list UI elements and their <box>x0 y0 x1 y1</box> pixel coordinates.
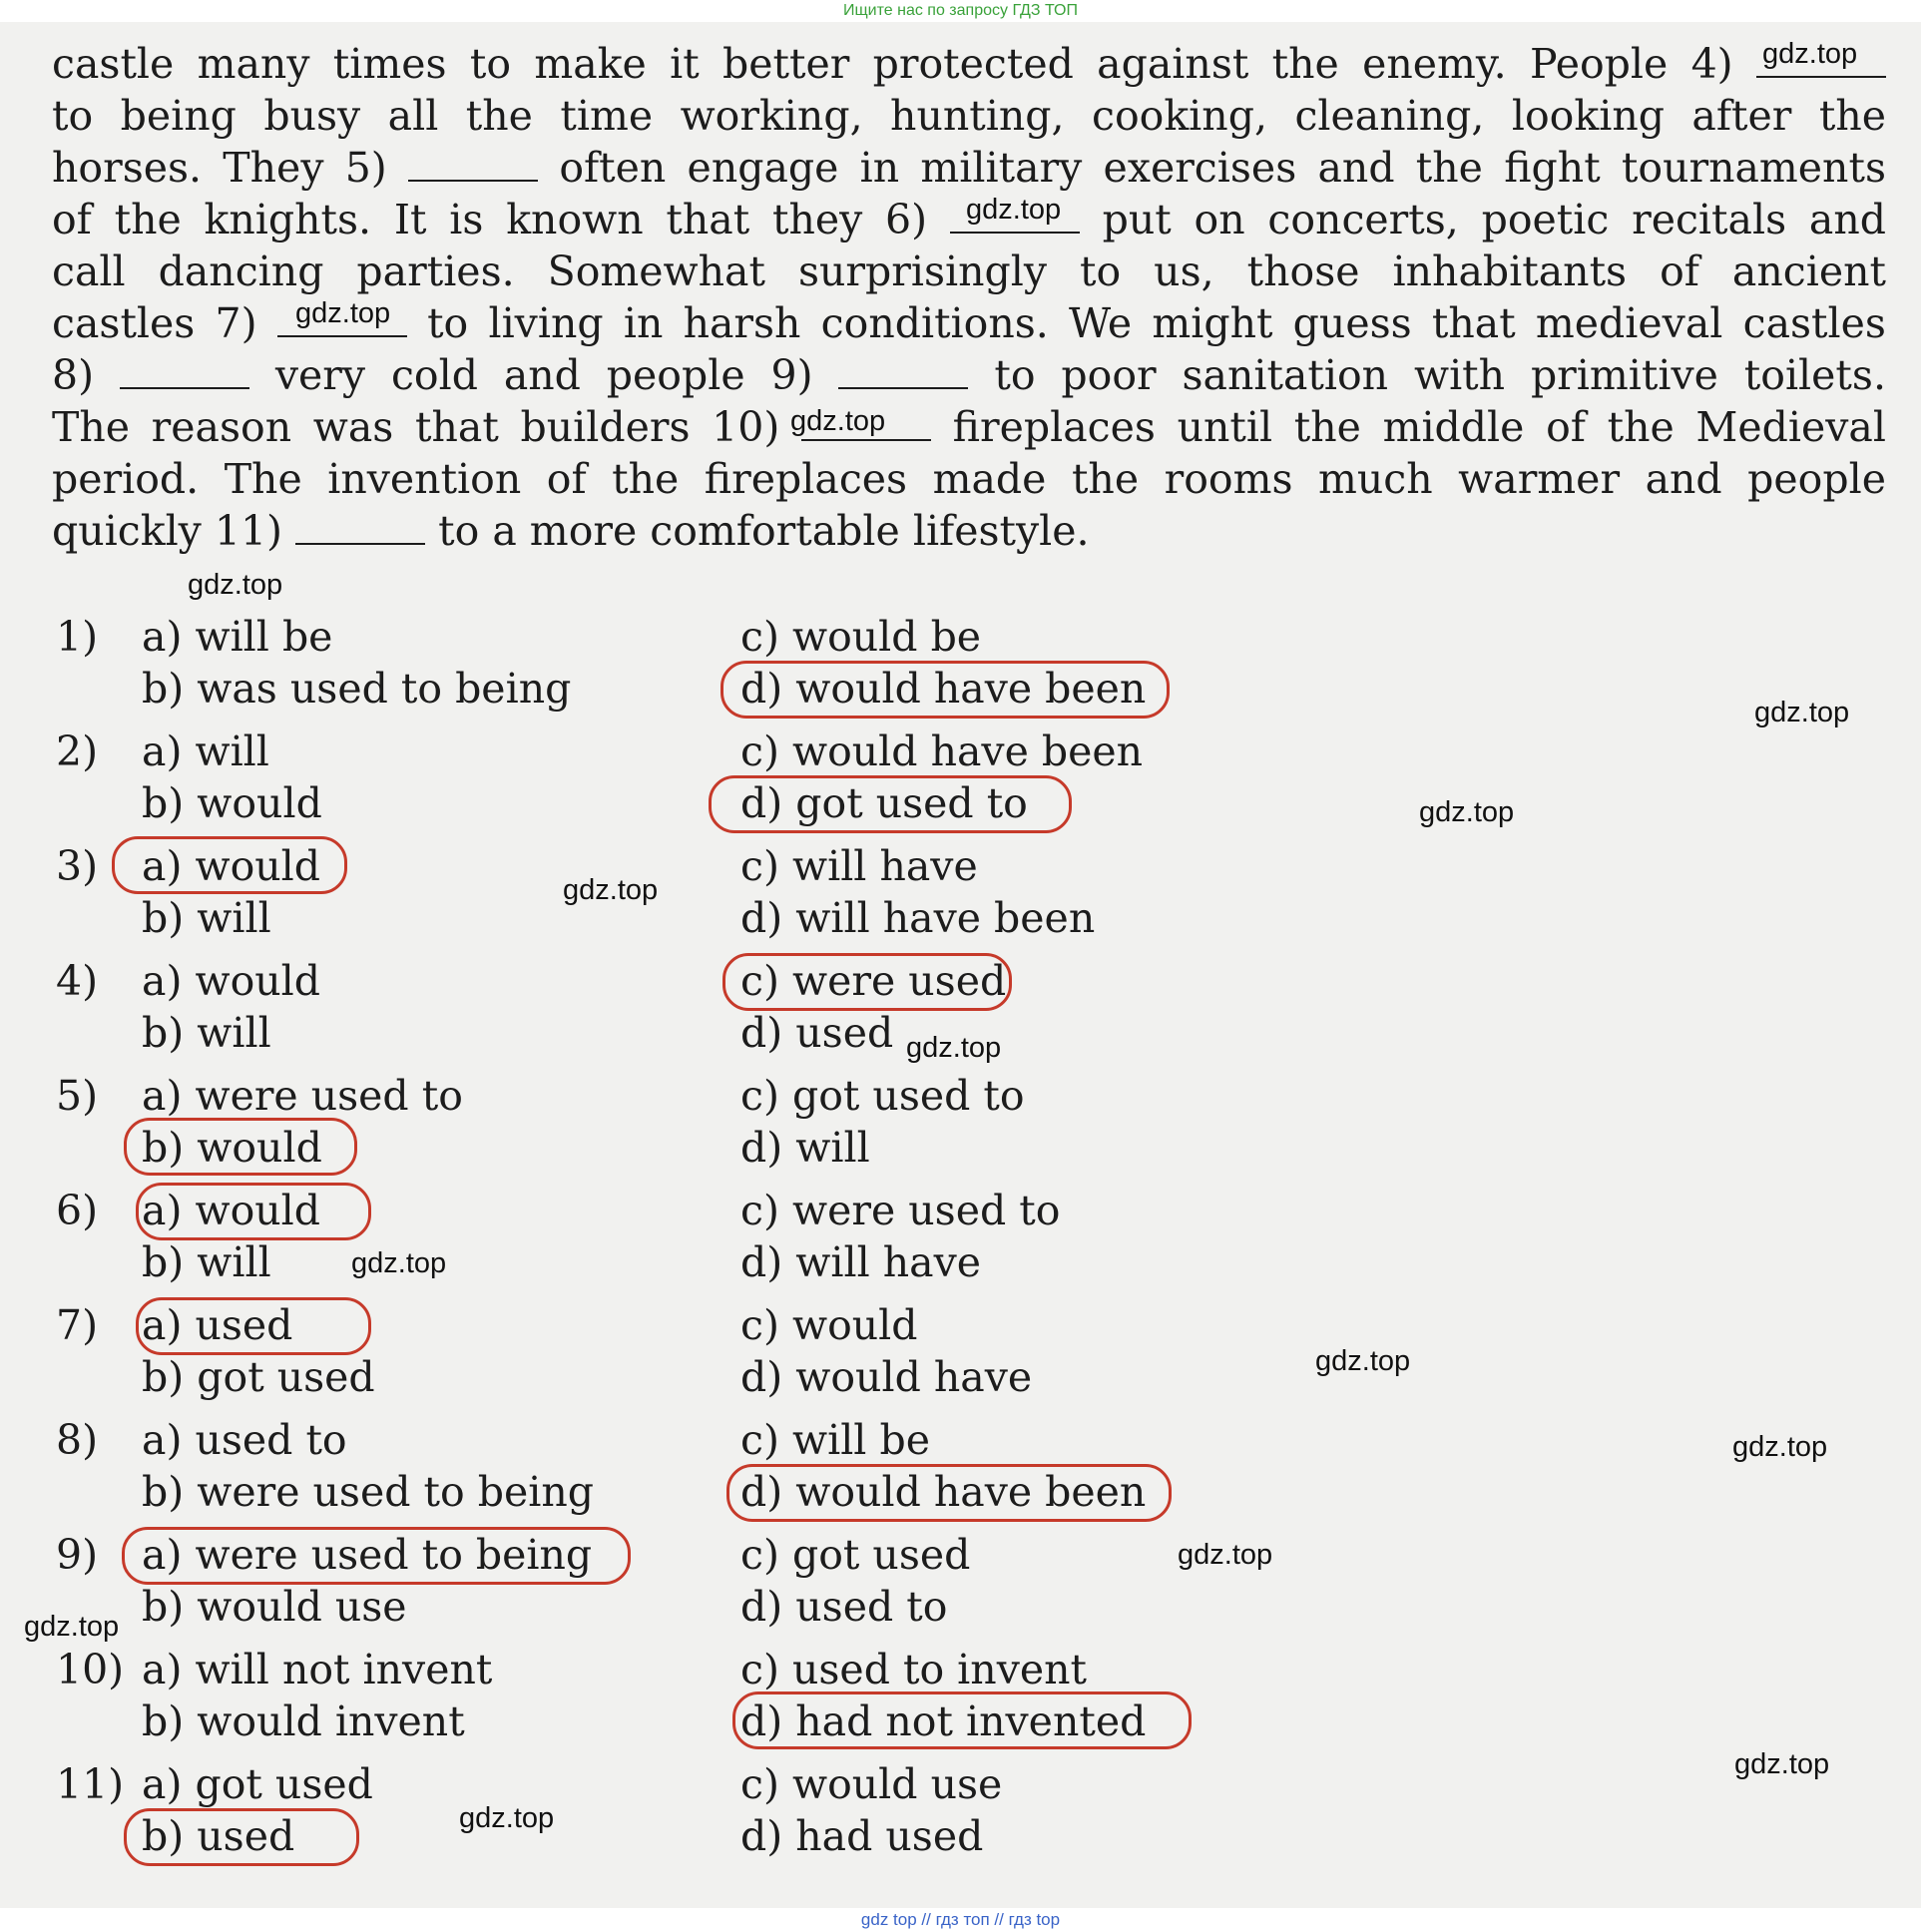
option-c[interactable]: c) would <box>740 1301 918 1349</box>
answer-ring-q11-b <box>124 1808 359 1866</box>
option-d[interactable]: d) would have <box>740 1353 1033 1401</box>
blank-11 <box>295 507 425 545</box>
answer-ring-q10-d <box>732 1691 1192 1749</box>
passage-line <box>52 505 1886 557</box>
passage-line <box>52 349 1886 401</box>
option-b[interactable]: b) will <box>142 894 271 942</box>
passage-text: 8) <box>52 351 95 399</box>
option-b[interactable]: b) got used <box>142 1353 375 1401</box>
option-c[interactable]: c) got used <box>740 1531 971 1579</box>
answer-ring-q3-a <box>112 836 347 894</box>
passage-text: to living in harsh conditions. We might guess that medieval castles <box>427 299 1886 347</box>
question-number: 8) <box>56 1416 99 1464</box>
option-b[interactable]: b) will <box>142 1238 271 1286</box>
option-d[interactable]: d) used <box>740 1009 894 1057</box>
option-b[interactable]: b) would invent <box>142 1697 465 1745</box>
watermark: gdz.top <box>1178 1539 1273 1571</box>
option-d[interactable]: d) had used <box>740 1812 984 1860</box>
option-a[interactable]: a) were used to <box>142 1072 463 1120</box>
option-c[interactable]: c) were used <box>740 957 1007 1005</box>
watermark: gdz.top <box>1419 796 1515 828</box>
watermark: gdz.top <box>1754 697 1850 728</box>
question-number: 4) <box>56 957 99 1005</box>
option-c[interactable]: c) will have <box>740 842 978 890</box>
passage-text: very cold and people 9) <box>274 351 813 399</box>
option-c[interactable]: c) would be <box>740 613 982 661</box>
answer-ring-q5-b <box>124 1118 357 1176</box>
answer-ring-q8-d <box>726 1464 1172 1522</box>
option-d[interactable]: d) would have been <box>740 665 1147 713</box>
question-number: 2) <box>56 727 99 775</box>
passage-text: of the knights. It is known that they 6) <box>52 196 928 243</box>
passage-line <box>52 245 1886 297</box>
option-d[interactable]: d) will have <box>740 1238 982 1286</box>
passage-text: castles 7) <box>52 299 257 347</box>
watermark: gdz.top <box>1732 1431 1828 1463</box>
question-number: 11) <box>56 1760 125 1808</box>
option-c[interactable]: c) would have been <box>740 727 1144 775</box>
option-b[interactable]: b) would <box>142 779 322 827</box>
answer-ring-q6-a <box>136 1183 371 1240</box>
option-a[interactable]: a) will <box>142 727 269 775</box>
watermark: gdz.top <box>1734 1748 1830 1780</box>
passage-text: call dancing parties. Somewhat surprisingly to us, those inhabitants of ancient <box>52 247 1886 295</box>
option-d[interactable]: d) had not invented <box>740 1697 1147 1745</box>
option-a[interactable]: a) would <box>142 1187 321 1234</box>
option-b[interactable]: b) was used to being <box>142 665 572 713</box>
option-a[interactable]: a) were used to being <box>142 1531 593 1579</box>
passage-text: to being busy all the time working, hunting, cooking, cleaning, looking after the <box>52 92 1886 140</box>
option-a[interactable]: a) used <box>142 1301 293 1349</box>
passage-text: fireplaces until the middle of the Medieval <box>952 403 1886 451</box>
answer-ring-q7-a <box>136 1297 371 1355</box>
passage-text: to poor sanitation with primitive toilets. <box>994 351 1886 399</box>
passage-line <box>52 142 1886 194</box>
passage-text: horses. They 5) <box>52 144 387 192</box>
bottom-banner[interactable]: gdz top // гдз топ // гдз top <box>0 1908 1921 1932</box>
answer-ring-q1-d <box>720 661 1170 719</box>
option-b[interactable]: b) would <box>142 1124 322 1172</box>
option-d[interactable]: d) used to <box>740 1583 948 1631</box>
option-d[interactable]: d) will have been <box>740 894 1096 942</box>
answer-ring-q2-d <box>709 775 1072 833</box>
blank-9 <box>838 351 968 389</box>
option-a[interactable]: a) got used <box>142 1760 373 1808</box>
option-a[interactable]: a) will be <box>142 613 333 661</box>
passage-line <box>52 401 1886 453</box>
blank-8 <box>120 351 249 389</box>
passage-text: period. The invention of the fireplaces made the rooms much warmer and people <box>52 455 1886 503</box>
option-d[interactable]: d) will <box>740 1124 870 1172</box>
passage-line <box>52 38 1886 90</box>
option-d[interactable]: d) would have been <box>740 1468 1147 1516</box>
passage-text: quickly 11) <box>52 507 283 555</box>
option-c[interactable]: c) used to invent <box>740 1646 1087 1693</box>
watermark: gdz.top <box>351 1247 447 1279</box>
option-b[interactable]: b) used <box>142 1812 295 1860</box>
option-b[interactable]: b) will <box>142 1009 271 1057</box>
watermark: gdz.top <box>24 1611 120 1643</box>
passage-text: castle many times to make it better protected against the enemy. People 4) <box>52 40 1733 88</box>
option-c[interactable]: c) will be <box>740 1416 930 1464</box>
answer-ring-q4-c <box>722 953 1012 1011</box>
option-a[interactable]: a) would <box>142 957 321 1005</box>
option-a[interactable]: a) used to <box>142 1416 347 1464</box>
watermark: gdz.top <box>563 874 659 906</box>
watermark: gdz.top <box>295 297 391 329</box>
question-number: 3) <box>56 842 99 890</box>
option-b[interactable]: b) would use <box>142 1583 407 1631</box>
option-a[interactable]: a) would <box>142 842 321 890</box>
watermark: gdz.top <box>966 194 1062 226</box>
option-b[interactable]: b) were used to being <box>142 1468 594 1516</box>
passage-text: often engage in military exercises and the fight tournaments <box>559 144 1886 192</box>
passage-line <box>52 453 1886 505</box>
watermark: gdz.top <box>906 1032 1002 1064</box>
top-banner[interactable]: Ищите нас по запросу ГДЗ ТОП <box>0 0 1921 22</box>
question-number: 6) <box>56 1187 99 1234</box>
passage-line <box>52 90 1886 142</box>
passage-text: The reason was that builders 10) <box>52 403 780 451</box>
passage-text: put on concerts, poetic recitals and <box>1102 196 1886 243</box>
question-number: 7) <box>56 1301 99 1349</box>
blank-5 <box>408 144 538 182</box>
question-number: 9) <box>56 1531 99 1579</box>
option-c[interactable]: c) would use <box>740 1760 1003 1808</box>
option-d[interactable]: d) got used to <box>740 779 1028 827</box>
passage-text: to a more comfortable lifestyle. <box>438 507 1090 555</box>
answer-ring-q9-a <box>122 1527 631 1585</box>
question-number: 5) <box>56 1072 99 1120</box>
watermark: gdz.top <box>459 1802 555 1834</box>
option-a[interactable]: a) will not invent <box>142 1646 493 1693</box>
option-c[interactable]: c) got used to <box>740 1072 1025 1120</box>
option-c[interactable]: c) were used to <box>740 1187 1061 1234</box>
question-number: 10) <box>56 1646 125 1693</box>
watermark: gdz.top <box>1315 1345 1411 1377</box>
question-number: 1) <box>56 613 99 661</box>
watermark: gdz.top <box>1762 38 1858 70</box>
watermark: gdz.top <box>790 405 886 437</box>
watermark: gdz.top <box>188 569 283 601</box>
